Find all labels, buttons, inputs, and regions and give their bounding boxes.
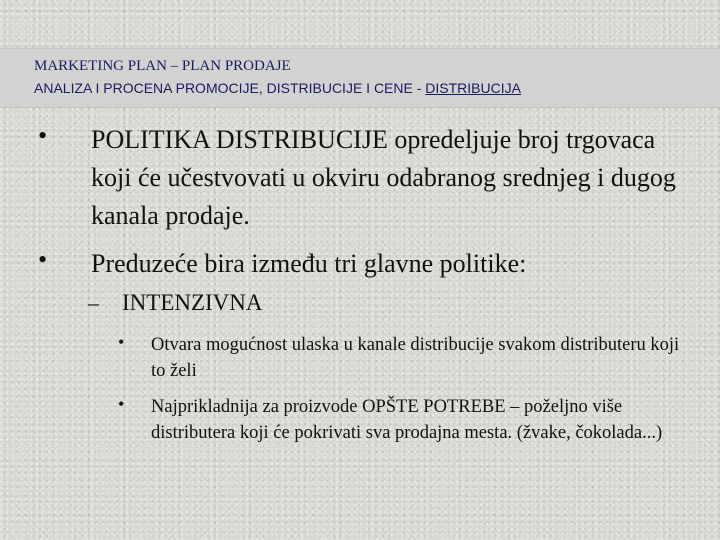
- bullet-icon: •: [38, 121, 48, 150]
- subheading-intensive: INTENZIVNA: [122, 290, 263, 315]
- dash-icon: –: [88, 290, 99, 315]
- bullet-text-distribution-policy: POLITIKA DISTRIBUCIJE opredeljuje broj trgovaca koji će učestvovati u okviru odabranog srednjeg i dugog kanala prodaje.: [91, 125, 676, 230]
- bullet-icon: •: [118, 332, 125, 352]
- bullet-icon: •: [38, 245, 48, 274]
- header-subtitle: [34, 80, 521, 96]
- sub-bullet-text-general-products: Najprikladnija za proizvode OPŠTE POTREBE – poželjno više distributera koji će pokrivati sva prodajna mesta. (žvake, čokolada...): [151, 397, 663, 443]
- bullet-icon: •: [118, 394, 125, 414]
- header-band: [0, 48, 720, 108]
- header-subtitle-prefix: ANALIZA I PROCENA PROMOCIJE, DISTRIBUCIJE I CENE -: [34, 80, 426, 96]
- header-title: MARKETING PLAN – PLAN PRODAJE: [34, 58, 291, 74]
- bullet-text-three-policies: Preduzeće bira između tri glavne politike:: [91, 249, 527, 278]
- sub-bullet-text-opens-access: Otvara mogućnost ulaska u kanale distribucije svakom distributeru koji to želi: [151, 335, 680, 381]
- header-subtitle-highlight: DISTRIBUCIJA: [425, 80, 521, 96]
